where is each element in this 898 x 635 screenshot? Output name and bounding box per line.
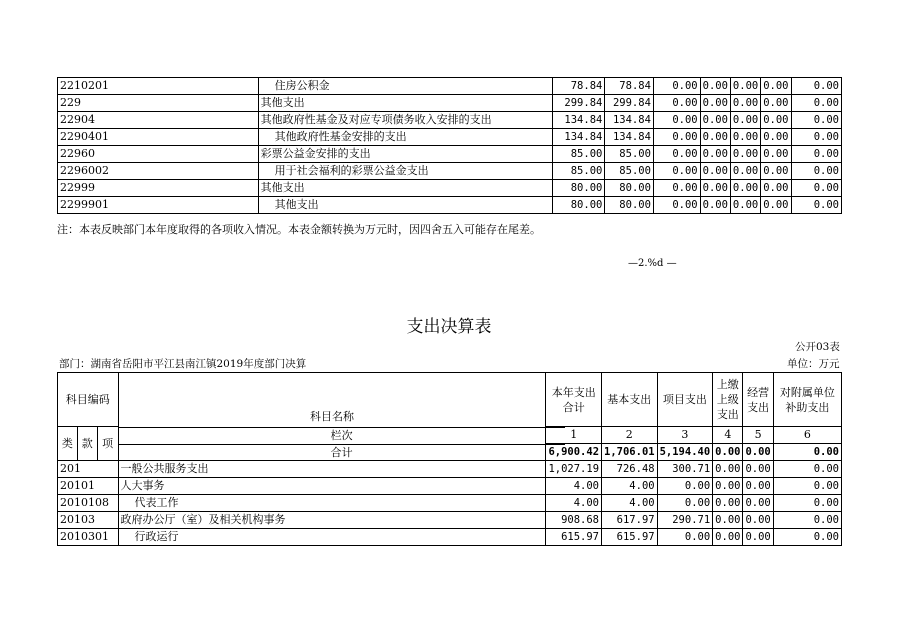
department-label: 部门：湖南省岳阳市平江县南江镇2019年度部门决算	[59, 358, 307, 370]
code-cell: 20103	[58, 512, 119, 529]
header-heji: 合计	[330, 445, 353, 459]
total-value: 1,706.01	[602, 444, 658, 461]
total-value: 0.00	[713, 444, 743, 461]
value-cell: 0.00	[730, 129, 760, 146]
value-cell: 0.00	[713, 461, 743, 478]
value-cell: 0.00	[713, 495, 743, 512]
header-upper: 上缴上级支出	[713, 373, 743, 427]
value-cell: 0.00	[743, 478, 773, 495]
value-cell: 290.71	[657, 512, 713, 529]
header-subsidy: 对附属单位补助支出	[773, 373, 841, 427]
value-cell: 615.97	[546, 529, 602, 546]
value-cell: 0.00	[713, 478, 743, 495]
value-cell: 0.00	[791, 180, 841, 197]
value-cell: 78.84	[553, 78, 605, 95]
value-cell: 0.00	[700, 180, 730, 197]
value-cell: 0.00	[700, 163, 730, 180]
col-num: 3	[657, 427, 713, 444]
code-cell: 22999	[58, 180, 259, 197]
value-cell: 134.84	[605, 112, 654, 129]
value-cell: 0.00	[653, 129, 700, 146]
code-cell: 229	[58, 95, 259, 112]
name-cell: 代表工作	[118, 495, 546, 512]
table-row	[58, 197, 842, 214]
header-code-group: 科目编码	[58, 373, 119, 427]
code-cell: 2296002	[58, 163, 259, 180]
value-cell: 134.84	[553, 129, 605, 146]
value-cell: 0.00	[730, 180, 760, 197]
value-cell: 0.00	[791, 78, 841, 95]
value-cell: 0.00	[700, 95, 730, 112]
value-cell: 0.00	[730, 95, 760, 112]
value-cell: 0.00	[657, 478, 713, 495]
value-cell: 1,027.19	[546, 461, 602, 478]
table-row	[58, 478, 842, 495]
name-cell: 其他支出	[258, 180, 552, 197]
page-title: 支出决算表	[406, 317, 492, 337]
total-value: 6,900.42	[546, 444, 602, 461]
value-cell: 134.84	[605, 129, 654, 146]
header-name: 科目名称	[118, 373, 546, 461]
value-cell: 0.00	[730, 112, 760, 129]
value-cell: 0.00	[700, 78, 730, 95]
value-cell: 299.84	[605, 95, 654, 112]
value-cell: 299.84	[553, 95, 605, 112]
value-cell: 0.00	[773, 461, 841, 478]
value-cell: 0.00	[657, 529, 713, 546]
name-cell: 其他政府性基金安排的支出	[258, 129, 552, 146]
form-code: 公开03表	[795, 341, 840, 353]
value-cell: 4.00	[602, 478, 658, 495]
name-cell: 其他支出	[258, 197, 552, 214]
table-row	[58, 461, 842, 478]
value-cell: 0.00	[730, 146, 760, 163]
name-cell: 彩票公益金安排的支出	[258, 146, 552, 163]
col-num: 4	[713, 427, 743, 444]
value-cell: 0.00	[761, 197, 791, 214]
value-cell: 0.00	[653, 163, 700, 180]
value-cell: 0.00	[713, 529, 743, 546]
value-cell: 4.00	[546, 495, 602, 512]
value-cell: 0.00	[761, 112, 791, 129]
value-cell: 300.71	[657, 461, 713, 478]
value-cell: 0.00	[653, 146, 700, 163]
value-cell: 0.00	[773, 478, 841, 495]
total-value: 5,194.40	[657, 444, 713, 461]
value-cell: 85.00	[553, 146, 605, 163]
code-cell: 2290401	[58, 129, 259, 146]
value-cell: 0.00	[653, 95, 700, 112]
value-cell: 4.00	[546, 478, 602, 495]
code-cell: 2210201	[58, 78, 259, 95]
value-cell: 0.00	[730, 163, 760, 180]
header-basic: 基本支出	[602, 373, 658, 427]
value-cell: 0.00	[700, 112, 730, 129]
code-cell: 2299901	[58, 197, 259, 214]
value-cell: 0.00	[791, 163, 841, 180]
top-table	[57, 77, 842, 214]
value-cell: 0.00	[773, 529, 841, 546]
value-cell: 0.00	[761, 129, 791, 146]
value-cell: 0.00	[700, 197, 730, 214]
value-cell: 4.00	[602, 495, 658, 512]
header-total: 本年支出合计	[546, 373, 602, 427]
table-row	[58, 180, 842, 197]
name-cell: 其他支出	[258, 95, 552, 112]
value-cell: 615.97	[602, 529, 658, 546]
value-cell: 0.00	[653, 112, 700, 129]
value-cell: 78.84	[605, 78, 654, 95]
name-cell: 其他政府性基金及对应专项债务收入安排的支出	[258, 112, 552, 129]
value-cell: 0.00	[791, 129, 841, 146]
name-cell: 政府办公厅（室）及相关机构事务	[118, 512, 546, 529]
value-cell: 80.00	[553, 197, 605, 214]
value-cell: 0.00	[773, 512, 841, 529]
page-number: —2.%d —	[628, 258, 677, 269]
value-cell: 617.97	[602, 512, 658, 529]
value-cell: 0.00	[743, 529, 773, 546]
header-lanci: 栏次	[330, 428, 353, 442]
value-cell: 85.00	[553, 163, 605, 180]
code-cell: 2010108	[58, 495, 119, 512]
value-cell: 85.00	[605, 146, 654, 163]
unit-label: 单位：万元	[787, 358, 840, 370]
value-cell: 908.68	[546, 512, 602, 529]
name-cell: 用于社会福利的彩票公益金支出	[258, 163, 552, 180]
table-row	[58, 529, 842, 546]
col-num: 1	[546, 427, 602, 444]
divider	[118, 444, 564, 445]
value-cell: 0.00	[700, 129, 730, 146]
code-cell: 20101	[58, 478, 119, 495]
name-cell: 行政运行	[118, 529, 546, 546]
name-cell: 一般公共服务支出	[118, 461, 546, 478]
header-xiang: 项	[97, 427, 118, 461]
value-cell: 0.00	[791, 197, 841, 214]
value-cell: 0.00	[743, 495, 773, 512]
table-row	[58, 146, 842, 163]
value-cell: 0.00	[773, 495, 841, 512]
value-cell: 0.00	[713, 512, 743, 529]
value-cell: 0.00	[730, 197, 760, 214]
value-cell: 0.00	[791, 146, 841, 163]
table-note: 注：本表反映部门本年度取得的各项收入情况。本表金额转换为万元时，因四舍五入可能存在尾差。	[57, 223, 541, 236]
code-cell: 22960	[58, 146, 259, 163]
name-cell: 住房公积金	[258, 78, 552, 95]
total-value: 0.00	[773, 444, 841, 461]
value-cell: 0.00	[743, 461, 773, 478]
value-cell: 0.00	[791, 95, 841, 112]
table-row	[58, 163, 842, 180]
value-cell: 80.00	[605, 180, 654, 197]
header-lei: 类	[58, 427, 78, 461]
value-cell: 0.00	[700, 146, 730, 163]
table-row	[58, 78, 842, 95]
code-cell: 22904	[58, 112, 259, 129]
divider	[118, 427, 564, 428]
header-kuan: 款	[77, 427, 97, 461]
value-cell: 80.00	[605, 197, 654, 214]
value-cell: 0.00	[761, 95, 791, 112]
value-cell: 726.48	[602, 461, 658, 478]
value-cell: 0.00	[791, 112, 841, 129]
value-cell: 0.00	[657, 495, 713, 512]
code-cell: 201	[58, 461, 119, 478]
value-cell: 0.00	[653, 180, 700, 197]
value-cell: 85.00	[605, 163, 654, 180]
value-cell: 0.00	[653, 78, 700, 95]
col-num: 5	[743, 427, 773, 444]
value-cell: 80.00	[553, 180, 605, 197]
table-row	[58, 112, 842, 129]
value-cell: 0.00	[743, 512, 773, 529]
code-cell: 2010301	[58, 529, 119, 546]
value-cell: 134.84	[553, 112, 605, 129]
table-row	[58, 495, 842, 512]
table-row	[58, 95, 842, 112]
total-value: 0.00	[743, 444, 773, 461]
value-cell: 0.00	[761, 78, 791, 95]
value-cell: 0.00	[730, 78, 760, 95]
table-row	[58, 512, 842, 529]
value-cell: 0.00	[761, 180, 791, 197]
value-cell: 0.00	[761, 163, 791, 180]
value-cell: 0.00	[653, 197, 700, 214]
header-project: 项目支出	[657, 373, 713, 427]
name-cell: 人大事务	[118, 478, 546, 495]
header-business: 经营支出	[743, 373, 773, 427]
col-num: 6	[773, 427, 841, 444]
value-cell: 0.00	[761, 146, 791, 163]
table-row	[58, 129, 842, 146]
col-num: 2	[602, 427, 658, 444]
